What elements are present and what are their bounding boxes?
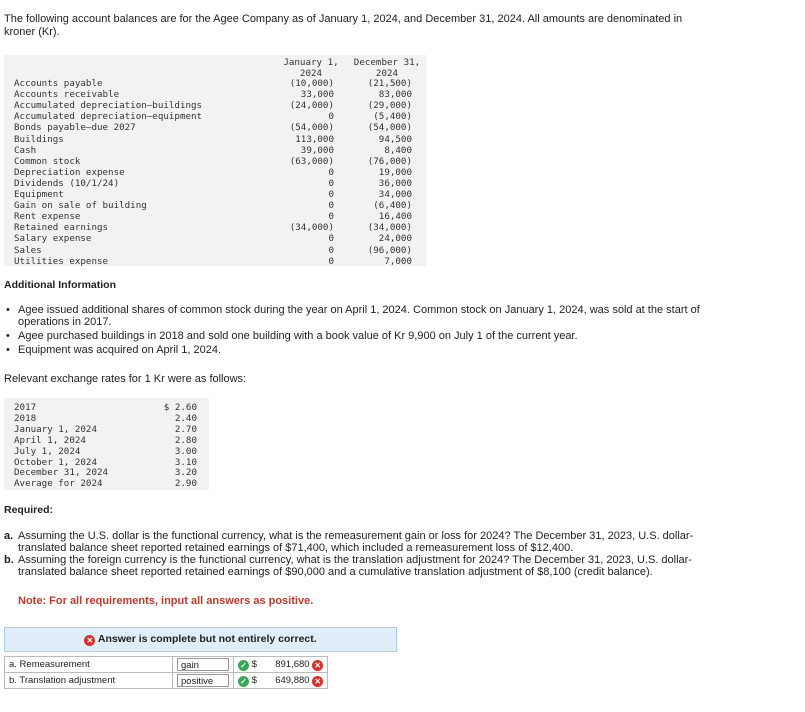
balance-row-label: Dividends (10/1/24) <box>14 177 120 189</box>
rate-row-label: January 1, 2024 <box>14 423 97 435</box>
balance-row-label: Equipment <box>14 189 64 200</box>
balance-jan-value: 0 <box>328 166 334 178</box>
required-item-label: a. <box>4 530 14 542</box>
balance-row-label: Accounts receivable <box>14 89 120 101</box>
rate-row-label: Average for 2024 <box>14 478 103 490</box>
balance-jan-value: 0 <box>328 177 334 189</box>
balance-row-label: Accumulated depreciation—equipment <box>14 111 203 123</box>
balance-dec-value: (6,400) <box>373 200 412 212</box>
balance-row-label: Utilities expense <box>14 255 109 267</box>
additional-bullets <box>4 304 704 358</box>
required-item-label: b. <box>4 554 14 566</box>
balance-row-label: Accounts payable <box>14 78 103 89</box>
answer-row-label: a. Remeasurement <box>5 657 173 673</box>
bullet-item: • Agee purchased buildings in 2018 and sold one building with a book value of Kr 9,900 on July 1 of the current year. <box>4 330 704 342</box>
required-item-b <box>4 554 719 578</box>
rate-value: 2.40 <box>174 412 197 424</box>
balance-dec-value: 8,400 <box>384 144 412 156</box>
answer-row-label: b. Translation adjustment <box>5 673 173 689</box>
answer-value-input[interactable]: 891,680 <box>275 658 310 670</box>
balance-jan-value: 33,000 <box>300 89 334 101</box>
rate-value: 3.20 <box>174 467 197 479</box>
balance-jan-value: 113,000 <box>295 133 334 145</box>
rates-intro: Relevant exchange rates for 1 Kr were as follows: <box>4 373 247 385</box>
balance-jan-value: (54,000) <box>289 122 334 134</box>
balance-row-label: Salary expense <box>14 233 92 245</box>
balance-row-label: Accumulated depreciation—buildings <box>14 100 203 112</box>
required-item-text: Assuming the U.S. dollar is the functional currency, what is the remeasurement gain or loss for 2024? The December 31, 2023, U.S. dollar-translated balance sheet reported retained earnings of $71,400, which included a remeasurement loss of $12,400. <box>18 530 694 554</box>
balance-jan-value: 39,000 <box>300 144 334 156</box>
required-item-a <box>4 530 719 554</box>
balance-dec-value: (29,000) <box>367 100 412 112</box>
required-list <box>4 530 719 578</box>
balance-dec-value: 34,000 <box>378 189 412 200</box>
bullet-item: • Equipment was acquired on April 1, 2024. <box>4 344 704 356</box>
balance-row-label: Retained earnings <box>14 222 109 234</box>
rate-value: $ 2.60 <box>163 402 197 413</box>
balance-dec-value: 24,000 <box>378 233 412 245</box>
balance-jan-value: 0 <box>328 233 334 245</box>
col-header-jan: January 1, 2024 <box>283 57 339 79</box>
balance-row-label: Cash <box>14 144 37 156</box>
rate-row-label: April 1, 2024 <box>14 434 86 446</box>
balance-jan-value: 0 <box>328 111 334 123</box>
balance-row-label: Common stock <box>14 155 81 167</box>
required-title: Required: <box>4 504 54 516</box>
error-x-icon: ✕ <box>84 635 95 646</box>
additional-title: Additional Information <box>4 279 116 291</box>
type-dropdown[interactable]: positive <box>177 674 229 687</box>
intro-text: The following account balances are for the Agee Company as of January 1, 2024, and December 31, 2024. All amounts are denominated in kroner (Kr). <box>4 13 683 38</box>
balance-row-label: Rent expense <box>14 211 81 223</box>
answer-status-text: Answer is complete but not entirely correct. <box>97 633 317 645</box>
balance-jan-value: 0 <box>328 189 334 200</box>
required-item-text: Assuming the foreign currency is the functional currency, what is the translation adjustment for 2024? The December 31, 2023, U.S. dollar-translated balance sheet reported retained earnings of $90,000 and a cumulative translation adjustment of $8,100 (credit balance). <box>18 554 692 578</box>
rate-row-label: 2017 <box>14 402 37 413</box>
currency-symbol: $ <box>251 674 257 686</box>
currency-symbol: $ <box>251 658 257 670</box>
answer-type-cell <box>173 673 234 689</box>
balance-dec-value: (21,500) <box>367 78 412 89</box>
balance-dec-value: (54,000) <box>367 122 412 134</box>
rate-value: 3.10 <box>174 456 197 468</box>
answer-type-cell <box>173 657 234 673</box>
rate-row-label: 2018 <box>14 412 37 424</box>
balance-dec-value: 36,000 <box>378 177 412 189</box>
balance-dec-value: (96,000) <box>367 244 412 256</box>
rate-row-label: July 1, 2024 <box>14 445 81 457</box>
balance-row-label: Buildings <box>14 133 64 145</box>
balance-jan-value: 0 <box>328 255 334 267</box>
balance-dec-value: 94,500 <box>378 133 412 145</box>
check-icon: ✓ <box>238 660 249 671</box>
error-x-icon: ✕ <box>312 676 323 687</box>
error-x-icon: ✕ <box>312 660 323 671</box>
answer-row-translation <box>5 673 328 689</box>
balance-jan-value: (63,000) <box>289 155 334 167</box>
balance-jan-value: (34,000) <box>289 222 334 234</box>
balance-row-label: Bonds payable—due 2027 <box>14 122 136 134</box>
answer-value-input[interactable]: 649,880 <box>275 674 310 686</box>
balance-dec-value: 16,400 <box>378 211 412 223</box>
balance-jan-value: 0 <box>328 200 334 212</box>
balance-jan-value: (10,000) <box>289 78 334 89</box>
balance-dec-value: (5,400) <box>373 111 412 123</box>
balance-dec-value: (34,000) <box>367 222 412 234</box>
balance-dec-value: 19,000 <box>378 166 412 178</box>
rate-value: 2.80 <box>174 434 197 446</box>
balances-table <box>4 55 426 266</box>
answer-value-cell <box>234 657 328 673</box>
balance-dec-value: 7,000 <box>384 255 412 267</box>
balance-row-label: Depreciation expense <box>14 166 125 178</box>
answer-status-banner <box>4 627 397 652</box>
rate-value: 3.00 <box>174 445 197 457</box>
note-text: Note: For all requirements, input all answers as positive. <box>18 595 314 607</box>
answer-value-cell <box>234 673 328 689</box>
rates-table <box>4 398 209 490</box>
balance-jan-value: 0 <box>328 211 334 223</box>
answer-table <box>4 656 328 689</box>
balance-dec-value: 83,000 <box>378 89 412 101</box>
balance-jan-value: 0 <box>328 244 334 256</box>
rate-value: 2.90 <box>174 478 197 490</box>
bullet-item: • Agee issued additional shares of common stock during the year on April 1, 2024. Common stock on January 1, 2024, was sold at the start of operations in 2017. <box>4 304 704 328</box>
answer-row-remeasurement <box>5 657 328 673</box>
balance-row-label: Gain on sale of building <box>14 200 147 212</box>
type-dropdown[interactable]: gain <box>177 658 229 671</box>
balance-jan-value: (24,000) <box>289 100 334 112</box>
rate-row-label: October 1, 2024 <box>14 456 97 468</box>
balance-row-label: Sales <box>14 244 42 256</box>
col-header-dec: December 31, 2024 <box>353 57 421 79</box>
check-icon: ✓ <box>238 676 249 687</box>
rate-row-label: December 31, 2024 <box>14 467 109 479</box>
balance-dec-value: (76,000) <box>367 155 412 167</box>
rate-value: 2.70 <box>174 423 197 435</box>
